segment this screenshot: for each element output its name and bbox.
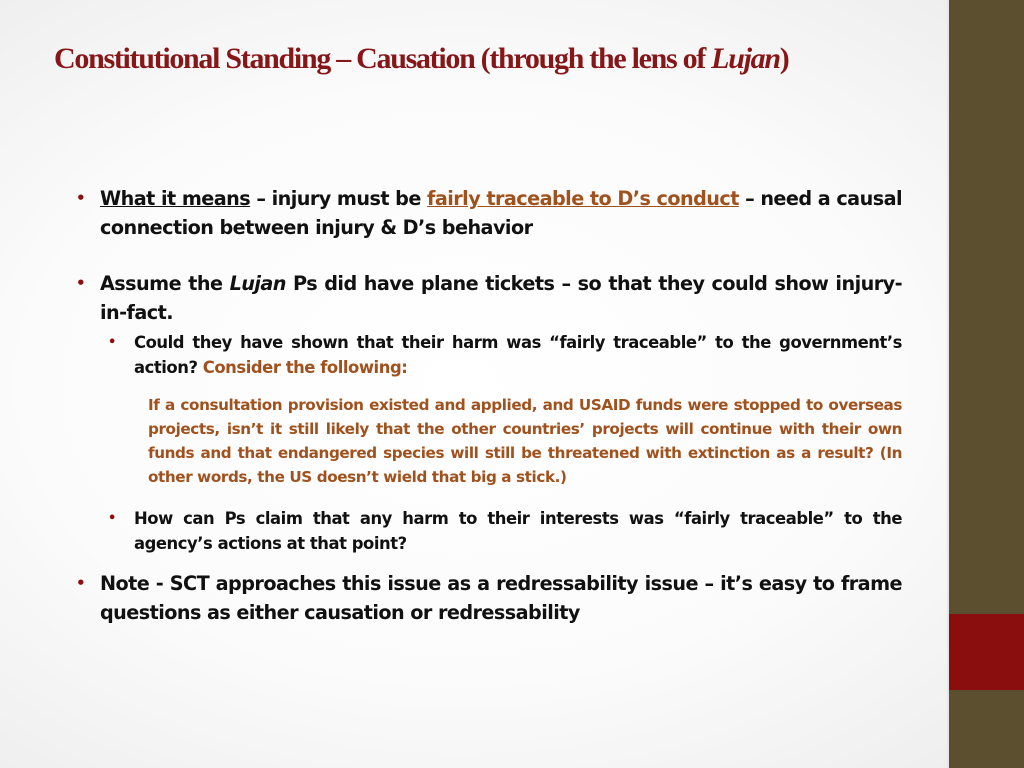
bullet-italic: Lujan: [229, 272, 286, 295]
bullet-text: – need a causal connection between injury & D’s behavior: [100, 187, 902, 239]
sub-bullet-how-can: [108, 506, 902, 556]
bullet-text: Assume the: [100, 272, 230, 295]
bullet-note-sct: [76, 569, 902, 627]
bullet-assume-lujan: [76, 269, 902, 327]
bullet-text: Note - SCT approaches this issue as a redressability issue – it’s easy to frame questions as either causation or redressability: [100, 572, 902, 624]
sub-bullet-text: How can Ps claim that any harm to their interests was “fairly traceable” to the agency’s actions at that point?: [134, 509, 902, 553]
bullet-icon: •: [108, 511, 116, 526]
title-main: Constitutional Standing – Causation (through the lens of: [54, 42, 712, 75]
bullet-label: What it means: [100, 187, 251, 210]
bullet-icon: •: [108, 335, 116, 350]
bullet-text: Ps did have plane tickets – so that they could show injury-in-fact.: [100, 272, 902, 324]
sidebar-accent-block: [947, 614, 1024, 690]
sub-bullet-accent: Consider the following:: [202, 358, 408, 377]
bullet-icon: •: [76, 574, 86, 592]
title-close: ): [779, 42, 789, 75]
bullet-icon: •: [76, 274, 86, 292]
bullet-what-it-means: [76, 184, 902, 242]
bullet-icon: •: [76, 189, 86, 207]
sub-bullet-text: Could they have shown that their harm was “fairly traceable” to the government’s action?: [134, 333, 902, 377]
sub-bullet-could-they: [108, 330, 902, 380]
title-italic: Lujan: [711, 42, 780, 75]
bullet-emphasis: fairly traceable to D’s conduct: [427, 187, 739, 210]
detail-paragraph: If a consultation provision existed and applied, and USAID funds were stopped to overseas projects, isn’t it still likely that the other countries’ projects will continue with their own funds and that endangered species will still be threatened with extinction as a result? (In other words, the US doesn’t wield that big a stick.): [148, 396, 902, 486]
bullet-text: – injury must be: [250, 187, 428, 210]
slide-title: [54, 40, 924, 78]
slide-content: [76, 184, 902, 627]
